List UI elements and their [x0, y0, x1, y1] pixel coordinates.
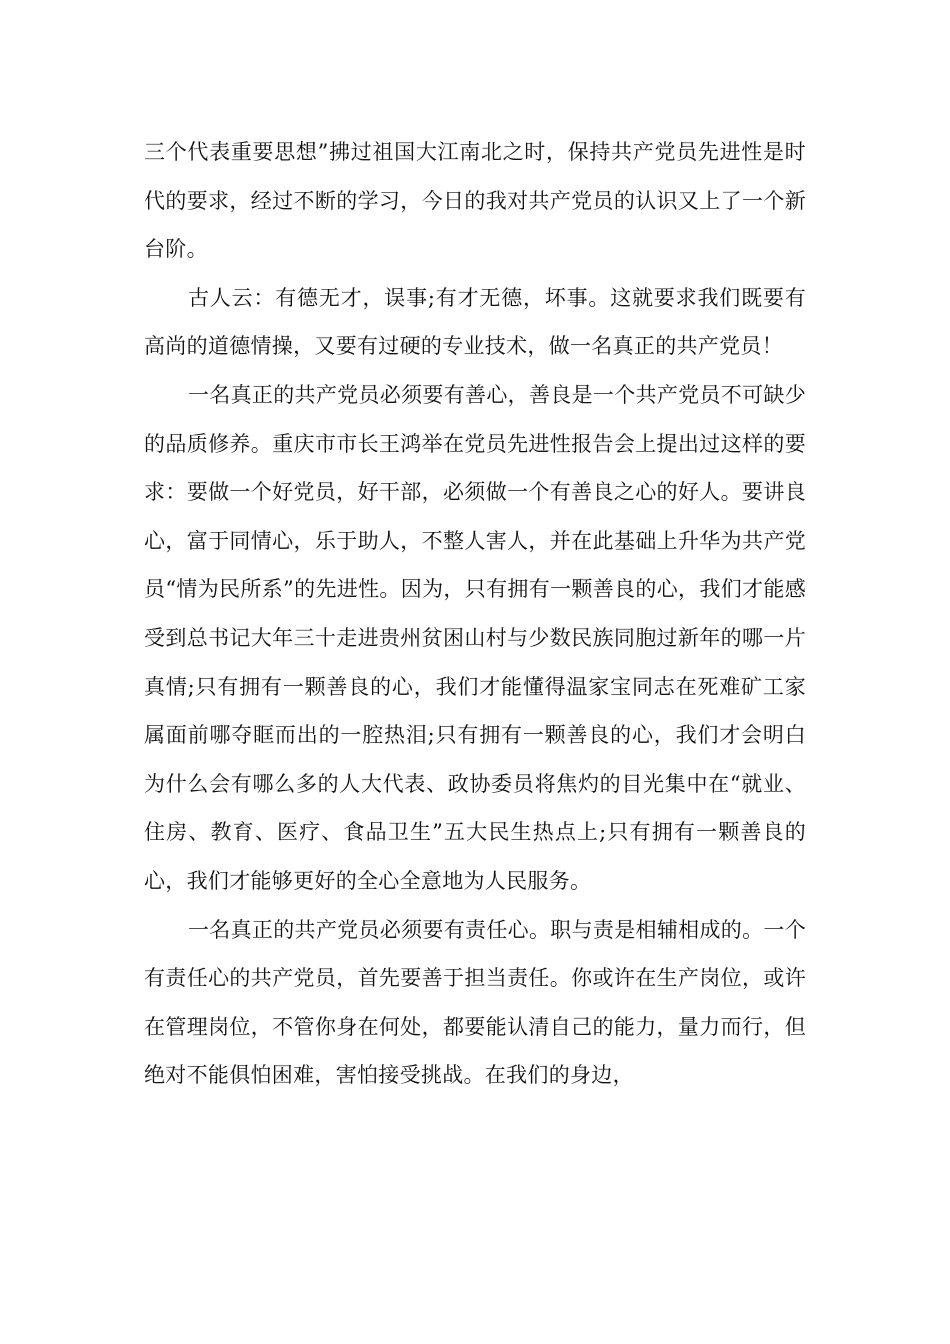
document-body — [144, 128, 806, 1100]
paragraph-4: 一名真正的共产党员必须要有责任心。职与责是相辅相成的。一个有责任心的共产党员，首先要善于担当责任。你或许在生产岗位，或许在管理岗位，不管你身在何处，都要能认清自己的能力，量力而行，但绝对不能俱怕困难，害怕接受挑战。在我们的身边， — [144, 917, 806, 1088]
paragraph-2: 古人云：有德无才，误事;有才无德，坏事。这就要求我们既要有高尚的道德情操，又要有过硬的专业技术，做一名真正的共产党员！ — [144, 285, 806, 359]
paragraph-3: 一名真正的共产党员必须要有善心，善良是一个共产党员不可缺少的品质修养。重庆市市长王鸿举在党员先进性报告会上提出过这样的要求：要做一个好党员，好干部，必须做一个有善良之心的好人。要讲良心，富于同情心，乐于助人，不整人害人，并在此基础上升华为共产党员“情为民所系”的先进性。因为，只有拥有一颗善良的心，我们才能感受到总书记大年三十走进贵州贫困山村与少数民族同胞过新年的哪一片真情;只有拥有一颗善良的心，我们才能懂得温家宝同志在死难矿工家属面前哪夺眶而出的一腔热泪;只有拥有一颗善良的心，我们才会明白为什么会有哪么多的人大代表、政协委员将焦灼的目光集中在“就业、住房、教育、医疗、食品卫生”五大民生热点上;只有拥有一颗善良的心，我们才能够更好的全心全意地为人民服务。 — [144, 382, 806, 893]
paragraph-1: 三个代表重要思想”拂过祖国大江南北之时，保持共产党员先进性是时代的要求，经过不断的学习，今日的我对共产党员的认识又上了一个新台阶。 — [144, 140, 806, 262]
